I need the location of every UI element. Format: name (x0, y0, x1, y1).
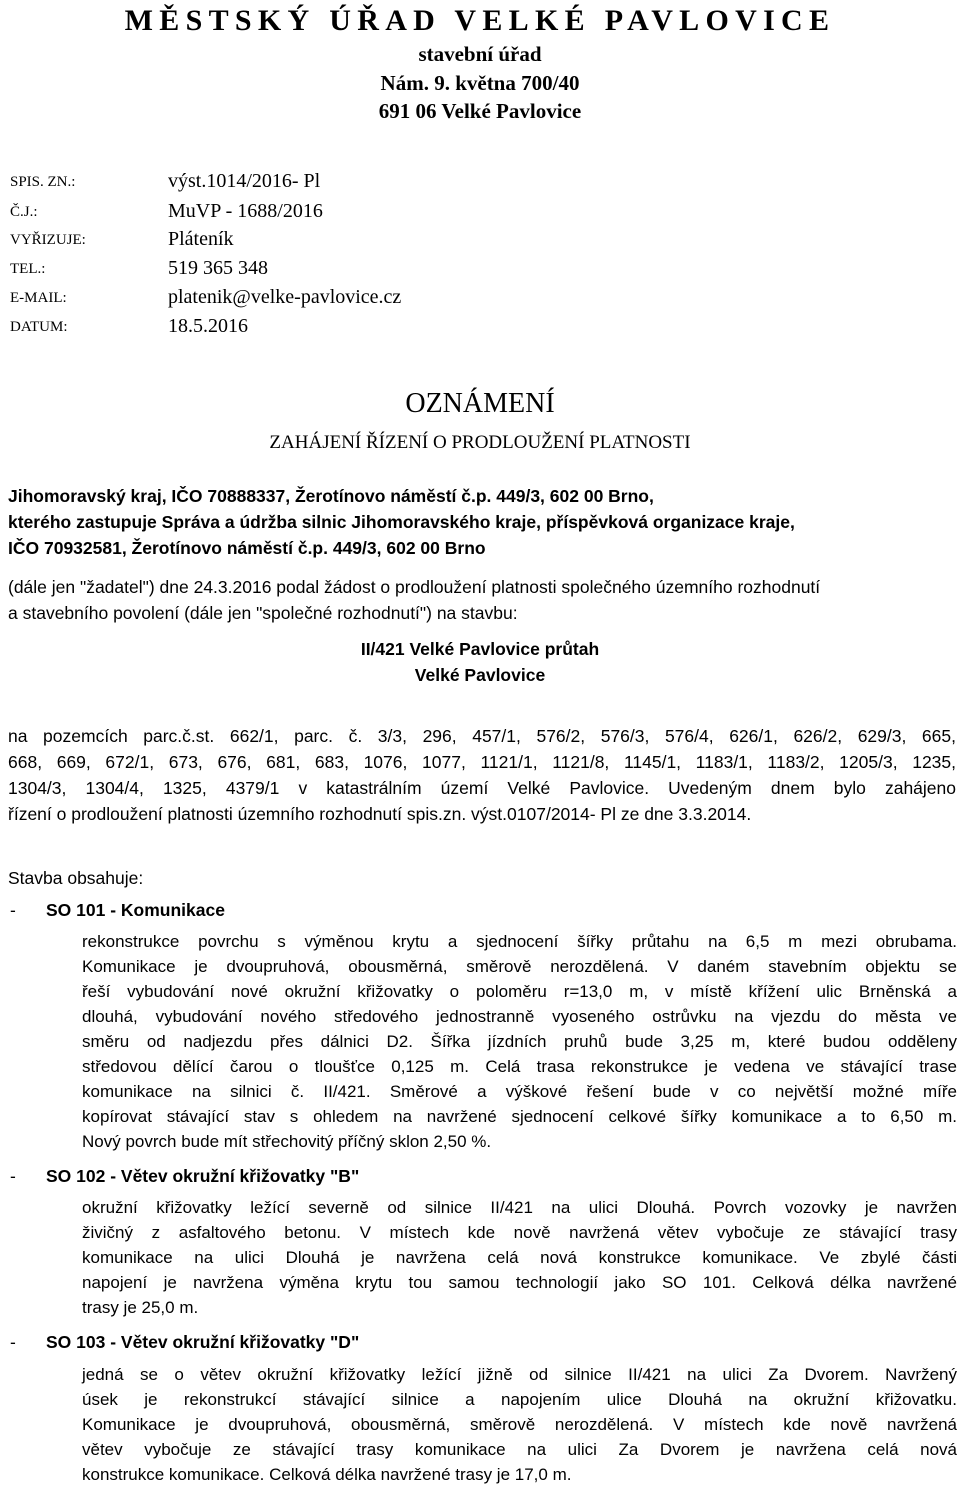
date-value: 18.5.2016 (168, 315, 248, 337)
so-103-text: konstrukce komunikace. Celková délka navržené trasy je 17,0 m. (82, 1465, 572, 1484)
address-line-2: 691 06 Velké Pavlovice (378, 99, 582, 123)
list-dash: - (10, 900, 16, 920)
so-101-title: SO 101 - Komunikace (46, 900, 225, 920)
so-103-text: větev vybočuje ze stávající trasy komunikace na ulici Za Dvorem je navržena celá nová (82, 1440, 957, 1459)
so-103-text: Komunikace je dvoupruhová, obousměrná, směrově nerozdělená. V místech kde nově navržená (82, 1415, 957, 1434)
request-line: (dále jen "žadatel") dne 24.3.2016 podal žádost o prodloužení platnosti společného územního rozhodnutí (8, 577, 821, 597)
so-101-text: Nový povrch bude mít střechovitý příčný sklon 2,50 %. (82, 1132, 492, 1151)
so-103-text: úsek je rekonstrukcí stávající silnice a napojením ulice Dlouhá na okružní křižovatku. (82, 1390, 957, 1409)
so-103-text: jedná se o větev okružní křižovatky ležící jižně od silnice II/421 na ulici Za Dvorem. Navržený (82, 1365, 957, 1384)
list-dash: - (10, 1166, 16, 1186)
so-101-text: komunikace na silnici č. II/421. Směrové a výškové řešení bude v co největší možné míře (82, 1082, 957, 1101)
file-number-label: SPIS. ZN.: (10, 174, 76, 190)
parcels-line: řízení o prodloužení platnosti územního rozhodnutí spis.zn. výst.0107/2014- Pl ze dne 3.3.2014. (8, 804, 752, 824)
request-line: a stavebního povolení (dále jen "společné rozhodnutí") na stavbu: (8, 603, 518, 623)
project-location: Velké Pavlovice (414, 665, 546, 685)
so-102-text: komunikace na ulici Dlouhá je navržena celá nová konstrukce komunikace. Ve zbylé části (82, 1248, 957, 1267)
so-103-heading (10, 1332, 359, 1353)
notice-subtitle: ZAHÁJENÍ ŘÍZENÍ O PRODLOUŽENÍ PLATNOSTI (269, 432, 691, 453)
applicant-line: IČO 70932581, Žerotínovo náměstí č.p. 449/3, 602 00 Brno (8, 538, 486, 558)
so-102-text: okružní křižovatky ležící severně od silnice II/421 na ulici Dlouhá. Povrch vozovky je navržen (82, 1198, 957, 1217)
so-101-text: kopírovat stávající stav s ohledem na navržené sjednocení celkové šířky komunikace a to 6,50 m. (82, 1107, 957, 1126)
contents-label: Stavba obsahuje: (8, 868, 144, 888)
so-101-heading (10, 900, 225, 921)
department: stavební úřad (418, 42, 542, 66)
date-label: DATUM: (10, 319, 68, 335)
reference-number-label: Č.J.: (10, 204, 38, 220)
so-101-text: středovou dělící čarou o tloušťce 0,125 m. Celá trasa rekonstrukce je vedena ve stávající trase (82, 1057, 957, 1076)
address-line-1: Nám. 9. května 700/40 (380, 71, 580, 95)
notice-title: OZNÁMENÍ (405, 388, 555, 419)
so-101-text: dlouhá, vybudování nového středového jednostranně vyoseného ostrůvku na vjezdu do města ve (82, 1007, 957, 1026)
parcels-line: na pozemcích parc.č.st. 662/1, parc. č. 3/3, 296, 457/1, 576/2, 576/3, 576/4, 626/1, 626/2, 629/3, 665, (8, 726, 956, 746)
so-102-text: trasy je 25,0 m. (82, 1298, 199, 1317)
reference-number-value: MuVP - 1688/2016 (168, 200, 323, 222)
so-103-title: SO 103 - Větev okružní křižovatky "D" (46, 1332, 360, 1352)
parcels-line: 668, 669, 672/1, 673, 676, 681, 683, 1076, 1077, 1121/1, 1121/8, 1145/1, 1183/1, 1183/2, 1205/3, 1235, (8, 752, 956, 772)
project-name: II/421 Velké Pavlovice průtah (360, 639, 600, 659)
so-101-text: rekonstrukce povrchu s výměnou krytu a sjednocení šířky průtahu na 6,5 m mezi obrubama. (82, 932, 957, 951)
email-label: E-MAIL: (10, 290, 67, 306)
so-101-text: řeší vybudování nové okružní křižovatky o poloměru r=13,0 m, v místě křížení ulic Brněnská a (82, 982, 957, 1001)
so-102-title: SO 102 - Větev okružní křižovatky "B" (46, 1166, 360, 1186)
parcels-line: 1304/3, 1304/4, 1325, 4379/1 v katastrálním území Velké Pavlovice. Uvedeným dnem bylo zahájeno (8, 778, 956, 798)
so-101-text: Komunikace je dvoupruhová, obousměrná, směrově nerozdělená. V daném stavebním objektu se (82, 957, 957, 976)
so-101-text: směru od nadjezdu přes dálnici D2. Šířka jízdních pruhů bude 3,25 m, které budou odděleny (82, 1032, 957, 1051)
list-dash: - (10, 1332, 16, 1352)
handler-label: VYŘIZUJE: (10, 232, 86, 248)
so-102-text: napojení je navržena výměna krytu tou samou technologií jako SO 101. Celková délka navržené (82, 1273, 957, 1292)
phone-label: TEL.: (10, 261, 46, 277)
email-value: platenik@velke-pavlovice.cz (168, 286, 402, 308)
handler-value: Pláteník (168, 228, 234, 250)
so-102-heading (10, 1166, 359, 1187)
office-name: MĚSTSKÝ ÚŘAD VELKÉ PAVLOVICE (124, 4, 836, 37)
applicant-line: kterého zastupuje Správa a údržba silnic Jihomoravského kraje, příspěvková organizace kraje, (8, 512, 795, 532)
so-102-text: živičný z asfaltového betonu. V místech kde nově navržená větev vybočuje ze stávající trasy (82, 1223, 957, 1242)
phone-value: 519 365 348 (168, 257, 268, 279)
applicant-line: Jihomoravský kraj, IČO 70888337, Žerotínovo náměstí č.p. 449/3, 602 00 Brno, (8, 486, 654, 506)
file-number-value: výst.1014/2016- Pl (168, 170, 321, 192)
